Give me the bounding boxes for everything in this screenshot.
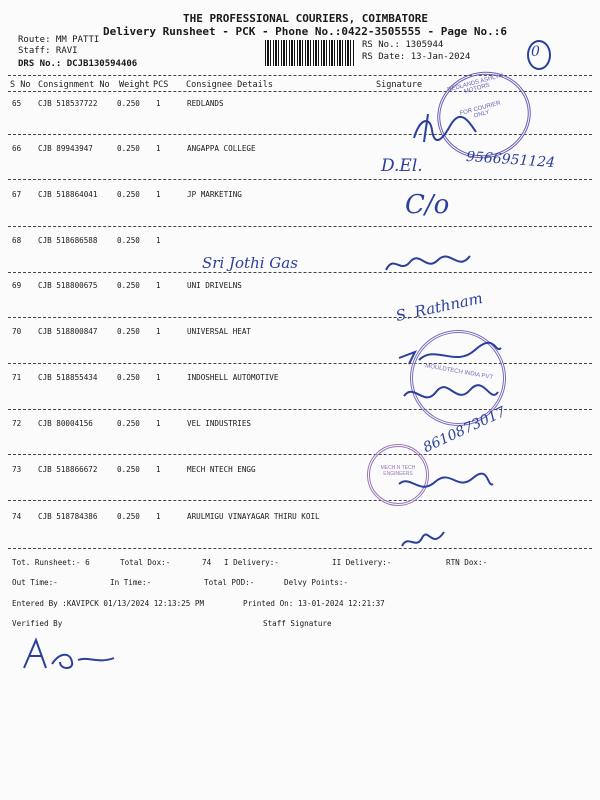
staff-label: Staff: RAVI bbox=[18, 46, 78, 56]
signature-70 bbox=[395, 340, 505, 370]
row-sno: 72 bbox=[12, 419, 22, 428]
row-weight: 0.250 bbox=[117, 99, 140, 108]
initials-66: D.El. bbox=[381, 156, 423, 176]
row-consignment: CJB 518866672 bbox=[38, 465, 98, 474]
row-consignment: CJB 518537722 bbox=[38, 99, 98, 108]
rs-date: RS Date: 13-Jan-2024 bbox=[362, 52, 471, 62]
staff-signature: Staff Signature bbox=[263, 619, 332, 628]
delvy-points: Delvy Points:- bbox=[284, 578, 349, 587]
mech-ntech-stamp-text: MECH N TECH ENGINEERS bbox=[380, 465, 416, 477]
number-72: 8610873017 bbox=[420, 403, 509, 457]
row-weight: 0.250 bbox=[117, 190, 140, 199]
row-consignee: INDOSHELL AUTOMOTIVE bbox=[187, 373, 279, 382]
row-pcs: 1 bbox=[156, 144, 161, 153]
row-weight: 0.250 bbox=[117, 512, 140, 521]
i-delivery: I Delivery:- bbox=[224, 558, 279, 567]
rtn-dox: RTN Dox:- bbox=[446, 558, 488, 567]
runsheet-title: Delivery Runsheet - PCK - Phone No.:0422-3505555 - Page No.:6 bbox=[103, 25, 507, 38]
row-consignee: ARULMIGU VINAYAGAR THIRU KOIL bbox=[187, 512, 320, 521]
row-weight: 0.250 bbox=[117, 327, 140, 336]
drs-label: DRS No.: DCJB130594406 bbox=[18, 59, 138, 69]
row-pcs: 1 bbox=[156, 373, 161, 382]
row-consignee: MECH NTECH ENGG bbox=[187, 465, 256, 474]
row-pcs: 1 bbox=[156, 190, 161, 199]
verified-by: Verified By bbox=[12, 619, 63, 628]
total-pod: Total POD:- bbox=[204, 578, 255, 587]
row-pcs: 1 bbox=[156, 99, 161, 108]
row-sno: 66 bbox=[12, 144, 22, 153]
row-consignment: CJB 518800847 bbox=[38, 327, 98, 336]
redlands-stamp-text: REDLANDS ASHLYN MOTORS bbox=[446, 72, 505, 96]
row-pcs: 1 bbox=[156, 465, 161, 474]
row-sno: 65 bbox=[12, 99, 22, 108]
row-weight: 0.250 bbox=[117, 144, 140, 153]
mouldtech-stamp-text: MOULDTECH INDIA PVT bbox=[424, 363, 494, 382]
phone-66: 9566951124 bbox=[465, 148, 556, 172]
row-consignment: CJB 518855434 bbox=[38, 373, 98, 382]
row-sno: 68 bbox=[12, 236, 22, 245]
signature-73 bbox=[395, 470, 495, 498]
company-title: THE PROFESSIONAL COURIERS, COIMBATORE bbox=[183, 12, 429, 25]
row-consignee: JP MARKETING bbox=[187, 190, 242, 199]
row-pcs: 1 bbox=[156, 419, 161, 428]
row-weight: 0.250 bbox=[117, 465, 140, 474]
verified-by-signature bbox=[18, 634, 118, 674]
co-67: C/o bbox=[405, 190, 450, 220]
row-consignment: CJB 80004156 bbox=[38, 419, 93, 428]
signature-74 bbox=[398, 528, 448, 554]
row-consignment: CJB 518800675 bbox=[38, 281, 98, 290]
row-consignment: CJB 518686588 bbox=[38, 236, 98, 245]
col-pcs: PCS bbox=[153, 80, 169, 90]
row-consignment: CJB 518784386 bbox=[38, 512, 98, 521]
row-pcs: 1 bbox=[156, 236, 161, 245]
total-dox-value: 74 bbox=[202, 558, 212, 567]
row-sno: 67 bbox=[12, 190, 22, 199]
row-pcs: 1 bbox=[156, 327, 161, 336]
redlands-stamp-inner: FOR COURIER ONLY bbox=[459, 100, 502, 120]
row-weight: 0.250 bbox=[117, 373, 140, 382]
in-time: In Time:- bbox=[110, 578, 152, 587]
signature-69: S. Rathnam bbox=[394, 289, 485, 325]
rs-number: RS No.: 1305944 bbox=[362, 40, 444, 50]
route-label: Route: MM PATTI bbox=[18, 35, 100, 45]
name-68: Sri Jothi Gas bbox=[202, 254, 298, 272]
ii-delivery: II Delivery:- bbox=[332, 558, 392, 567]
col-weight: Weight bbox=[119, 80, 150, 90]
page-number-mark: 0 bbox=[531, 44, 540, 60]
barcode bbox=[265, 40, 355, 66]
col-sno: S No bbox=[10, 80, 31, 90]
entered-by: Entered By :KAVIPCK 01/13/2024 12:13:25 PM bbox=[12, 599, 205, 608]
signature-71 bbox=[400, 380, 500, 410]
signature-65 bbox=[410, 110, 480, 146]
col-consignee: Consignee Details bbox=[186, 80, 273, 90]
row-sno: 73 bbox=[12, 465, 22, 474]
tot-runsheet: Tot. Runsheet:- 6 bbox=[12, 558, 90, 567]
row-sno: 70 bbox=[12, 327, 22, 336]
row-consignee: UNIVERSAL HEAT bbox=[187, 327, 252, 336]
printed-on: Printed On: 13-01-2024 12:21:37 bbox=[243, 599, 385, 608]
row-consignee: REDLANDS bbox=[187, 99, 224, 108]
row-consignment: CJB 89943947 bbox=[38, 144, 93, 153]
row-consignee: UNI DRIVELNS bbox=[187, 281, 242, 290]
row-weight: 0.250 bbox=[117, 236, 140, 245]
out-time: Out Time:- bbox=[12, 578, 58, 587]
row-consignee: VEL INDUSTRIES bbox=[187, 419, 252, 428]
row-sno: 74 bbox=[12, 512, 22, 521]
total-dox-label: Total Dox:- bbox=[120, 558, 171, 567]
col-consignment: Consignment No bbox=[38, 80, 110, 90]
row-sno: 71 bbox=[12, 373, 22, 382]
row-pcs: 1 bbox=[156, 281, 161, 290]
col-signature: Signature bbox=[376, 80, 423, 90]
signature-68 bbox=[382, 250, 474, 278]
row-sno: 69 bbox=[12, 281, 22, 290]
row-weight: 0.250 bbox=[117, 281, 140, 290]
row-consignee: ANGAPPA COLLEGE bbox=[187, 144, 256, 153]
row-consignment: CJB 518864041 bbox=[38, 190, 98, 199]
row-pcs: 1 bbox=[156, 512, 161, 521]
row-weight: 0.250 bbox=[117, 419, 140, 428]
